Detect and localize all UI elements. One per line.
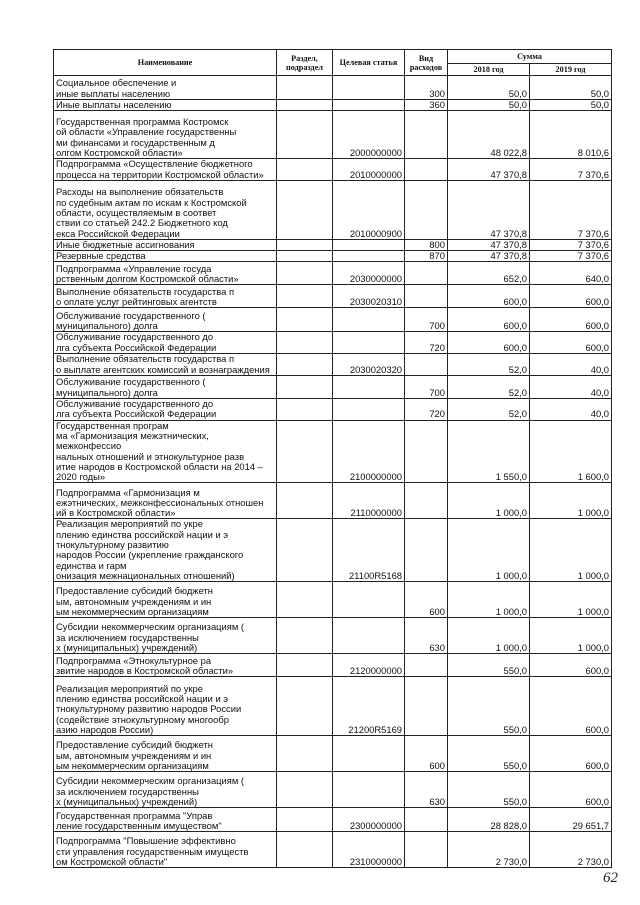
row-name-cell: Реализация мероприятий по укре плению единства российской нации и э тнокультурному развитию народов России (укрепление гражданского единства и гарм онизация межнациональных отношений) xyxy=(54,519,277,582)
row-section-cell xyxy=(277,420,333,483)
table-row xyxy=(54,262,612,285)
row-name-cell: Выполнение обязательств государства п о оплате услуг рейтинговых агентств xyxy=(54,285,277,308)
row-name-cell: Субсидии некоммерческим организациям ( за исключением государственны х (муниципальных) учреждений) xyxy=(54,618,277,654)
row-2019-cell: 600,0 xyxy=(530,772,612,808)
row-target-cell xyxy=(333,308,405,332)
row-name-cell: Подпрограмма "Повышение эффективно сти управления государственным имуществ ом Костромской области" xyxy=(54,832,277,868)
row-2018-cell: 47 370,8 xyxy=(448,251,530,262)
row-2019-cell: 40,0 xyxy=(530,354,612,376)
row-target-cell xyxy=(333,332,405,354)
row-section-cell xyxy=(277,772,333,808)
row-2018-cell: 52,0 xyxy=(448,354,530,376)
row-2018-cell: 550,0 xyxy=(448,654,530,677)
table-row xyxy=(54,111,612,159)
row-section-cell xyxy=(277,736,333,772)
row-2018-cell: 600,0 xyxy=(448,285,530,308)
table-row xyxy=(54,332,612,354)
col-header-name: Наименование xyxy=(54,50,277,76)
row-2019-cell: 600,0 xyxy=(530,654,612,677)
table-body xyxy=(54,76,612,868)
row-2019-cell: 7 370,6 xyxy=(530,159,612,181)
table-row xyxy=(54,420,612,483)
table-row xyxy=(54,582,612,618)
row-section-cell xyxy=(277,376,333,399)
row-section-cell xyxy=(277,519,333,582)
row-2019-cell: 1 000,0 xyxy=(530,582,612,618)
row-name-cell: Государственная программа "Управ ление государственным имуществом" xyxy=(54,808,277,832)
row-2018-cell: 652,0 xyxy=(448,262,530,285)
row-section-cell xyxy=(277,808,333,832)
row-type-cell: 720 xyxy=(405,399,448,421)
row-target-cell xyxy=(333,772,405,808)
row-2018-cell: 550,0 xyxy=(448,677,530,736)
row-2019-cell: 40,0 xyxy=(530,376,612,399)
row-name-cell: Обслуживание государственного до лга субъекта Российской Федерации xyxy=(54,332,277,354)
row-2018-cell: 600,0 xyxy=(448,332,530,354)
row-type-cell xyxy=(405,159,448,181)
row-2019-cell: 600,0 xyxy=(530,736,612,772)
row-section-cell xyxy=(277,832,333,868)
row-type-cell xyxy=(405,180,448,239)
row-type-cell xyxy=(405,677,448,736)
row-type-cell xyxy=(405,111,448,159)
row-name-cell: Расходы на выполнение обязательств по судебным актам по искам к Костромской области, осуществляемым в соответ ствии со статьей 242.2 Бюджетного код екса Российской Федерации xyxy=(54,180,277,239)
row-type-cell: 700 xyxy=(405,308,448,332)
row-section-cell xyxy=(277,251,333,262)
row-name-cell: Обслуживание государственного до лга субъекта Российской Федерации xyxy=(54,399,277,421)
row-section-cell xyxy=(277,654,333,677)
row-2018-cell: 2 730,0 xyxy=(448,832,530,868)
row-2019-cell: 600,0 xyxy=(530,677,612,736)
row-2019-cell: 40,0 xyxy=(530,399,612,421)
header-row-1 xyxy=(54,50,612,64)
row-2018-cell: 50,0 xyxy=(448,76,530,100)
row-section-cell xyxy=(277,582,333,618)
table-row xyxy=(54,376,612,399)
row-2019-cell: 29 651,7 xyxy=(530,808,612,832)
row-section-cell xyxy=(277,76,333,100)
row-section-cell xyxy=(277,159,333,181)
row-name-cell: Государственная програм ма «Гармонизация межэтнических, межконфессио нальных отношений и этнокультурное разв итие народов в Костромской области на 2014 – 2020 годы» xyxy=(54,420,277,483)
col-header-section: Раздел, подраздел xyxy=(277,50,333,76)
table-row xyxy=(54,285,612,308)
table-row xyxy=(54,76,612,100)
row-name-cell: Подпрограмма «Управление госуда рственным долгом Костромской области» xyxy=(54,262,277,285)
table-row xyxy=(54,308,612,332)
row-name-cell: Подпрограмма «Гармонизация м ежэтнических, межконфессиональных отношен ий в Костромской области» xyxy=(54,483,277,519)
row-section-cell xyxy=(277,354,333,376)
row-type-cell: 600 xyxy=(405,582,448,618)
row-2018-cell: 1 550,0 xyxy=(448,420,530,483)
row-type-cell: 300 xyxy=(405,76,448,100)
row-2019-cell: 7 370,6 xyxy=(530,251,612,262)
row-type-cell xyxy=(405,420,448,483)
row-section-cell xyxy=(277,483,333,519)
row-2019-cell: 600,0 xyxy=(530,308,612,332)
row-name-cell: Выполнение обязательств государства п о выплате агентских комиссий и вознаграждения xyxy=(54,354,277,376)
row-section-cell xyxy=(277,332,333,354)
row-2018-cell: 28 828,0 xyxy=(448,808,530,832)
row-2019-cell: 7 370,6 xyxy=(530,180,612,239)
row-name-cell: Предоставление субсидий бюджетн ым, автономным учреждениям и ин ым некоммерческим организациям xyxy=(54,582,277,618)
row-target-cell: 2010000000 xyxy=(333,159,405,181)
row-target-cell xyxy=(333,251,405,262)
row-type-cell: 630 xyxy=(405,618,448,654)
row-target-cell xyxy=(333,736,405,772)
row-type-cell: 720 xyxy=(405,332,448,354)
row-target-cell: 2000000000 xyxy=(333,111,405,159)
row-type-cell: 870 xyxy=(405,251,448,262)
table-row xyxy=(54,354,612,376)
row-section-cell xyxy=(277,677,333,736)
row-section-cell xyxy=(277,618,333,654)
col-header-2019: 2019 год xyxy=(530,64,612,76)
row-section-cell xyxy=(277,285,333,308)
row-2018-cell: 48 022,8 xyxy=(448,111,530,159)
row-section-cell xyxy=(277,239,333,250)
row-2019-cell: 7 370,6 xyxy=(530,239,612,250)
row-2019-cell: 1 600,0 xyxy=(530,420,612,483)
row-target-cell xyxy=(333,582,405,618)
row-name-cell: Иные бюджетные ассигнования xyxy=(54,239,277,250)
row-2019-cell: 1 000,0 xyxy=(530,618,612,654)
row-2018-cell: 47 370,8 xyxy=(448,159,530,181)
row-section-cell xyxy=(277,399,333,421)
table-row xyxy=(54,736,612,772)
table-row xyxy=(54,159,612,181)
row-target-cell: 2030020310 xyxy=(333,285,405,308)
row-target-cell xyxy=(333,618,405,654)
row-section-cell xyxy=(277,180,333,239)
row-target-cell: 21200R5169 xyxy=(333,677,405,736)
row-type-cell xyxy=(405,832,448,868)
row-type-cell: 800 xyxy=(405,239,448,250)
row-name-cell: Предоставление субсидий бюджетн ым, автономным учреждениям и ин ым некоммерческим организациям xyxy=(54,736,277,772)
row-type-cell xyxy=(405,654,448,677)
row-name-cell: Подпрограмма «Осуществление бюджетного процесса на территории Костромской области» xyxy=(54,159,277,181)
table-row xyxy=(54,180,612,239)
row-2018-cell: 1 000,0 xyxy=(448,483,530,519)
table-row xyxy=(54,239,612,250)
row-name-cell: Государственная программа Костромск ой области «Управление государственны ми финансами и государственным д олгом Костромской области» xyxy=(54,111,277,159)
row-2019-cell: 1 000,0 xyxy=(530,519,612,582)
row-type-cell: 360 xyxy=(405,100,448,111)
table-row xyxy=(54,399,612,421)
row-target-cell: 2300000000 xyxy=(333,808,405,832)
row-2019-cell: 600,0 xyxy=(530,285,612,308)
row-type-cell xyxy=(405,354,448,376)
table-row xyxy=(54,677,612,736)
table-row xyxy=(54,519,612,582)
row-name-cell: Субсидии некоммерческим организациям ( за исключением государственны х (муниципальных) учреждений) xyxy=(54,772,277,808)
row-target-cell xyxy=(333,239,405,250)
col-header-2018: 2018 год xyxy=(448,64,530,76)
row-type-cell xyxy=(405,483,448,519)
row-target-cell: 21100R5168 xyxy=(333,519,405,582)
col-header-type: Вид расходов xyxy=(405,50,448,76)
row-target-cell: 2010000900 xyxy=(333,180,405,239)
row-target-cell xyxy=(333,376,405,399)
row-name-cell: Иные выплаты населению xyxy=(54,100,277,111)
table-row xyxy=(54,832,612,868)
row-2019-cell: 50,0 xyxy=(530,76,612,100)
row-2018-cell: 47 370,8 xyxy=(448,239,530,250)
row-2019-cell: 1 000,0 xyxy=(530,483,612,519)
row-target-cell: 2030000000 xyxy=(333,262,405,285)
row-name-cell: Обслуживание государственного ( муниципального) долга xyxy=(54,376,277,399)
row-target-cell: 2100000000 xyxy=(333,420,405,483)
row-2019-cell: 2 730,0 xyxy=(530,832,612,868)
row-2018-cell: 52,0 xyxy=(448,376,530,399)
table-row xyxy=(54,483,612,519)
table-row xyxy=(54,808,612,832)
row-section-cell xyxy=(277,308,333,332)
row-target-cell xyxy=(333,399,405,421)
table-row xyxy=(54,100,612,111)
row-target-cell: 2120000000 xyxy=(333,654,405,677)
row-2019-cell: 50,0 xyxy=(530,100,612,111)
row-target-cell: 2310000000 xyxy=(333,832,405,868)
row-section-cell xyxy=(277,100,333,111)
row-name-cell: Реализация мероприятий по укре плению единства российской нации и э тнокультурному развитию народов России (содействие этнокультурному многообр азию народов России) xyxy=(54,677,277,736)
budget-table xyxy=(53,49,612,868)
row-name-cell: Резервные средства xyxy=(54,251,277,262)
row-type-cell: 630 xyxy=(405,772,448,808)
row-name-cell: Социальное обеспечение и иные выплаты населению xyxy=(54,76,277,100)
page-number: 62 xyxy=(603,870,618,886)
row-type-cell: 600 xyxy=(405,736,448,772)
row-2018-cell: 1 000,0 xyxy=(448,582,530,618)
row-target-cell: 2030020320 xyxy=(333,354,405,376)
row-2018-cell: 47 370,8 xyxy=(448,180,530,239)
table-row xyxy=(54,618,612,654)
row-type-cell: 700 xyxy=(405,376,448,399)
row-2018-cell: 550,0 xyxy=(448,736,530,772)
row-2019-cell: 600,0 xyxy=(530,332,612,354)
row-2018-cell: 50,0 xyxy=(448,100,530,111)
row-type-cell xyxy=(405,808,448,832)
table-row xyxy=(54,654,612,677)
row-type-cell xyxy=(405,285,448,308)
row-section-cell xyxy=(277,262,333,285)
row-2018-cell: 1 000,0 xyxy=(448,618,530,654)
row-2018-cell: 600,0 xyxy=(448,308,530,332)
row-name-cell: Обслуживание государственного ( муниципального) долга xyxy=(54,308,277,332)
row-section-cell xyxy=(277,111,333,159)
table-row xyxy=(54,251,612,262)
row-name-cell: Подпрограмма «Этнокультурное ра звитие народов в Костромской области» xyxy=(54,654,277,677)
row-target-cell xyxy=(333,100,405,111)
row-2019-cell: 8 010,6 xyxy=(530,111,612,159)
row-target-cell xyxy=(333,76,405,100)
row-2018-cell: 52,0 xyxy=(448,399,530,421)
col-header-sum: Сумма xyxy=(448,50,612,64)
col-header-target: Целевая статья xyxy=(333,50,405,76)
row-target-cell: 2110000000 xyxy=(333,483,405,519)
row-2018-cell: 550,0 xyxy=(448,772,530,808)
row-type-cell xyxy=(405,519,448,582)
row-2018-cell: 1 000,0 xyxy=(448,519,530,582)
row-2019-cell: 640,0 xyxy=(530,262,612,285)
table-row xyxy=(54,772,612,808)
row-type-cell xyxy=(405,262,448,285)
